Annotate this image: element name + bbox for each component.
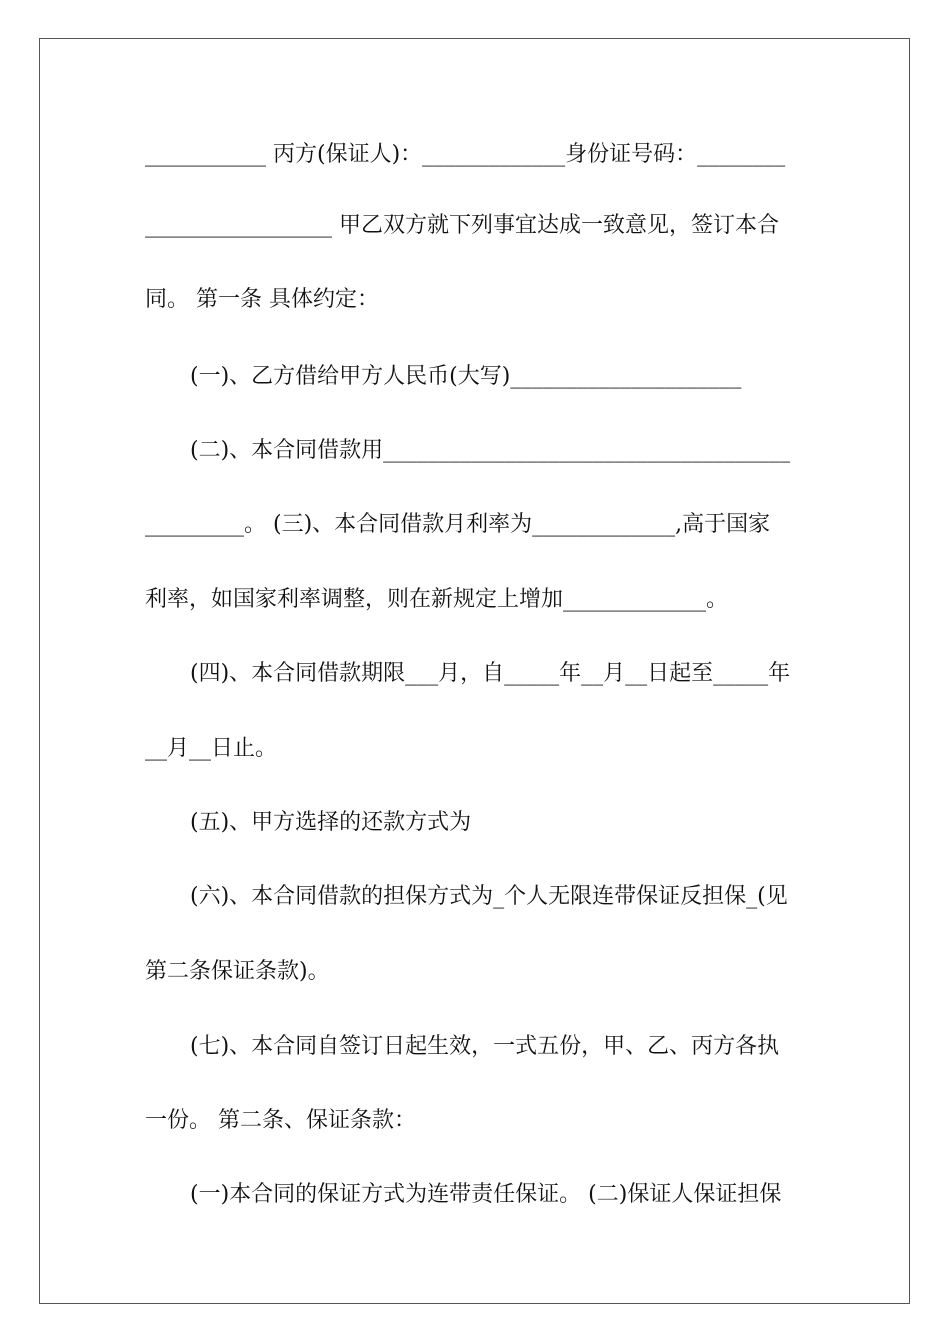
doc-line-10: (五)、甲方选择的还款方式为: [190, 810, 472, 835]
doc-line-7: 利率，如国家利率调整，则在新规定上增加_____________。: [145, 587, 729, 612]
doc-line-15: (一)本合同的保证方式为连带责任保证。 (二)保证人保证担保: [190, 1182, 782, 1207]
doc-line-2: _________________ 甲乙双方就下列事宜达成一致意见，签订本合: [145, 213, 779, 238]
doc-line-3: 同。 第一条 具体约定：: [145, 287, 379, 312]
doc-line-5: (二)、本合同借款用_____________________________________: [190, 438, 791, 463]
doc-line-12: 第二条保证条款)。: [145, 959, 330, 984]
doc-line-13: (七)、本合同自签订日起生效，一式五份，甲、乙、丙方各执: [190, 1034, 780, 1059]
doc-line-4: (一)、乙方借给甲方人民币(大写)_____________________: [190, 364, 742, 389]
doc-line-14: 一份。 第二条、保证条款：: [145, 1108, 416, 1133]
doc-line-9: __月__日止。: [145, 736, 278, 761]
doc-line-6: _________。 (三)、本合同借款月利率为_____________,高于国家: [145, 512, 771, 537]
doc-line-8: (四)、本合同借款期限___月，自_____年__月__日起至_____年: [190, 661, 791, 686]
doc-line-1: ___________ 丙方(保证人)：_____________身份证号码：________: [145, 142, 786, 167]
doc-line-11: (六)、本合同借款的担保方式为_个人无限连带保证反担保_(见: [190, 884, 788, 909]
